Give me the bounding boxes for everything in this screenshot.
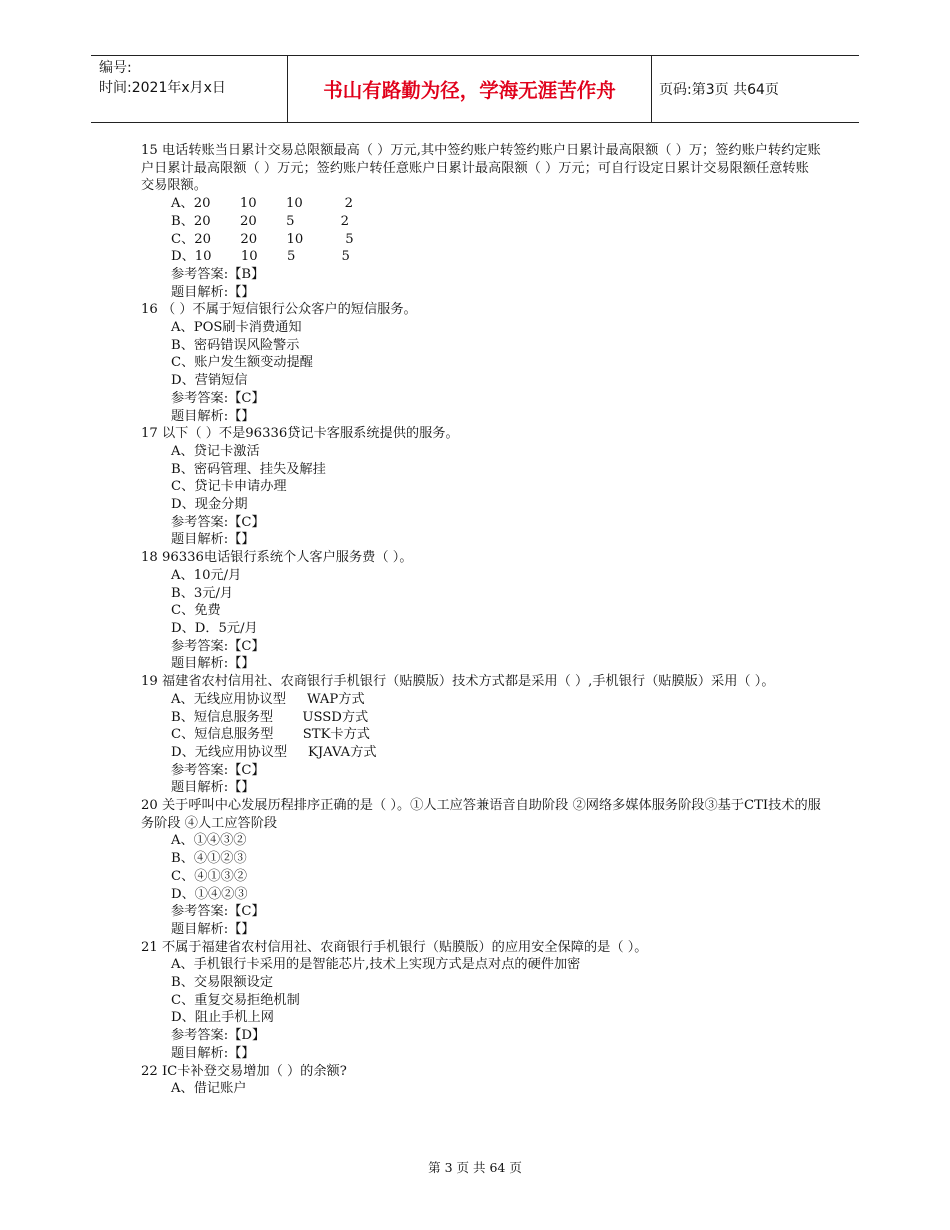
question-item <box>141 301 821 425</box>
reference-answer: 参考答案:【C】 <box>171 904 265 920</box>
question-analysis: 题目解析:【】 <box>171 408 255 424</box>
question-option: D、现金分期 <box>171 497 248 513</box>
question-option: A、POS刷卡消费通知 <box>171 320 302 336</box>
question-stem: 21 不属于福建省农村信用社、农商银行手机银行（贴膜版）的应用安全保障的是（ ）。 <box>141 939 648 955</box>
question-option: B、20 20 5 2 <box>171 213 350 229</box>
question-item <box>141 1063 821 1098</box>
page-footer: 第 3 页 共 64 页 <box>428 1160 522 1175</box>
question-item <box>141 142 821 301</box>
question-option: C、账户发生额变动提醒 <box>171 355 313 371</box>
question-option: B、3元/月 <box>171 585 234 601</box>
question-stem: 16 （ ）不属于短信银行公众客户的短信服务。 <box>141 302 417 318</box>
question-option: B、短信息服务型 USSD方式 <box>171 709 369 725</box>
page-header <box>91 55 859 123</box>
question-option: C、重复交易拒绝机制 <box>171 992 300 1008</box>
question-option: C、短信息服务型 STK卡方式 <box>171 727 370 743</box>
question-option: B、密码错误风险警示 <box>171 337 300 353</box>
question-stem: 18 96336电话银行系统个人客户服务费（ ）。 <box>141 550 413 566</box>
question-option: A、贷记卡激活 <box>171 443 260 459</box>
reference-answer: 参考答案:【C】 <box>171 762 265 778</box>
question-option: D、营销短信 <box>171 373 248 389</box>
question-stem: 17 以下（ ）不是96336贷记卡客服系统提供的服务。 <box>141 426 459 442</box>
reference-answer: 参考答案:【B】 <box>171 266 265 282</box>
question-option: D、无线应用协议型 KJAVA方式 <box>171 744 377 760</box>
question-option: C、免费 <box>171 603 221 619</box>
question-option: D、阻止手机上网 <box>171 1010 274 1026</box>
question-option: D、10 10 5 5 <box>171 249 350 265</box>
reference-answer: 参考答案:【C】 <box>171 390 265 406</box>
question-option: C、20 20 10 5 <box>171 231 354 247</box>
question-option: B、交易限额设定 <box>171 975 274 991</box>
question-option: D、D．5元/月 <box>171 620 258 636</box>
question-option: C、贷记卡申请办理 <box>171 479 287 495</box>
header-motto: 书山有路勤为径，学海无涯苦作舟 <box>323 79 616 102</box>
question-stem: 19 福建省农村信用社、农商银行手机银行（贴膜版）技术方式都是采用（ ）,手机银行（贴膜版）采用（ ）。 <box>141 674 775 690</box>
header-page-info: 页码:第3页 共64页 <box>659 82 779 98</box>
question-analysis: 题目解析:【】 <box>171 656 255 672</box>
question-item <box>141 549 821 673</box>
question-option: A、手机银行卡采用的是智能芯片,技术上实现方式是点对点的硬件加密 <box>171 957 581 973</box>
question-list <box>141 142 821 1098</box>
question-item <box>141 939 821 1063</box>
question-option: A、①④③② <box>171 833 247 849</box>
question-item <box>141 425 821 549</box>
header-meta <box>99 58 226 98</box>
question-stem: 20 关于呼叫中心发展历程排序正确的是（ ）。①人工应答兼语音自助阶段 ②网络多媒体服务阶段③基于CTI技术的服务阶段 ④人工应答阶段 <box>141 798 821 831</box>
header-divider <box>651 56 652 122</box>
doc-number-label: 编号: <box>99 60 132 76</box>
question-stem: 22 IC卡补登交易增加（ ）的余额? <box>141 1063 347 1079</box>
reference-answer: 参考答案:【D】 <box>171 1028 266 1044</box>
question-analysis: 题目解析:【】 <box>171 921 255 937</box>
question-analysis: 题目解析:【】 <box>171 284 255 300</box>
question-option: D、①④②③ <box>171 886 248 902</box>
question-option: A、借记账户 <box>171 1081 247 1097</box>
question-option: A、20 10 10 2 <box>171 196 354 212</box>
question-option: B、密码管理、挂失及解挂 <box>171 461 326 477</box>
question-option: B、④①②③ <box>171 851 247 867</box>
question-analysis: 题目解析:【】 <box>171 532 255 548</box>
question-item <box>141 797 821 939</box>
question-analysis: 题目解析:【】 <box>171 780 255 796</box>
question-option: A、10元/月 <box>171 567 242 583</box>
question-stem: 15 电话转账当日累计交易总限额最高（ ）万元,其中签约账户转签约账户日累计最高限额（ ）万；签约账户转约定账户日累计最高限额（ ）万元；签约账户转任意账户日累计最高限额（ ）万元；可自行设定日累计交易限额任意转账交易限额。 <box>141 143 821 194</box>
question-option: A、无线应用协议型 WAP方式 <box>171 691 365 707</box>
doc-time-label: 时间:2021年x月x日 <box>99 80 226 96</box>
question-analysis: 题目解析:【】 <box>171 1045 255 1061</box>
question-item <box>141 673 821 797</box>
reference-answer: 参考答案:【C】 <box>171 514 265 530</box>
question-option: C、④①③② <box>171 868 248 884</box>
reference-answer: 参考答案:【C】 <box>171 638 265 654</box>
